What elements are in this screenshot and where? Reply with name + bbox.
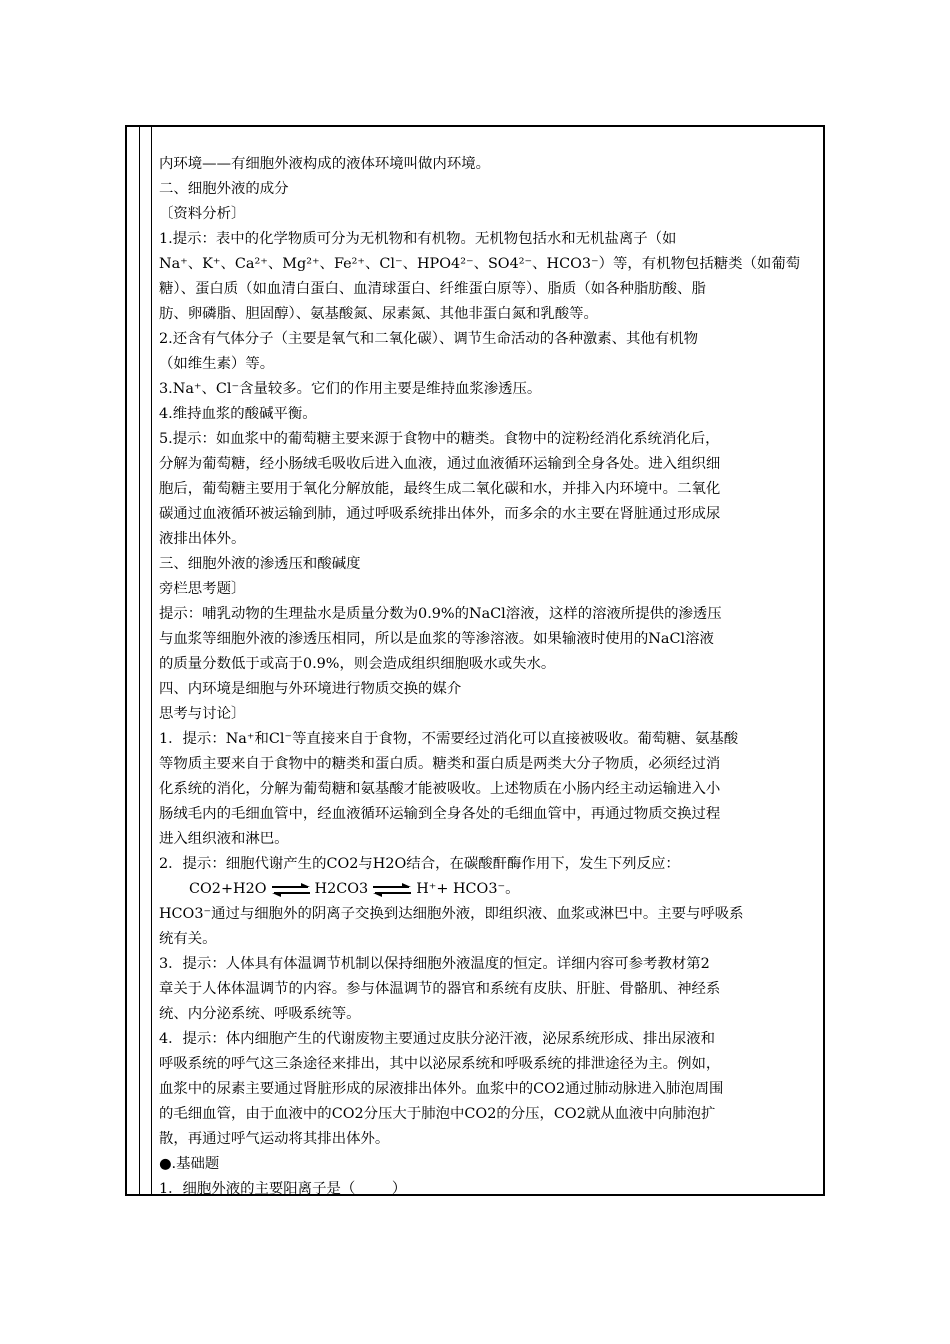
text-line: （如维生素）等。 <box>159 356 275 372</box>
text-line: 碳通过血液循环被运输到肺，通过呼吸系统排出体外，而多余的水主要在肾脏通过形成尿 <box>159 506 721 522</box>
text-line: HCO3⁻通过与细胞外的阴离子交换到达细胞外液，即组织液、血浆或淋巴中。主要与呼吸系 <box>159 906 744 922</box>
text-block <box>159 152 823 877</box>
text-line: 4.维持血浆的酸碱平衡。 <box>159 406 317 422</box>
text-line: 统、内分泌系统、呼吸系统等。 <box>159 1006 361 1022</box>
text-line: 3．提示：人体具有体温调节机制以保持细胞外液温度的恒定。详细内容可参考教材第2 <box>159 956 710 972</box>
text-line: ●.基础题 <box>159 1156 220 1172</box>
text-line: 胞后，葡萄糖主要用于氧化分解放能，最终生成二氧化碳和水，并排入内环境中。二氧化 <box>159 481 721 497</box>
text-line: 章关于人体体温调节的内容。参与体温调节的器官和系统有皮肤、肝脏、骨骼肌、神经系 <box>159 981 721 997</box>
text-line: 肠绒毛内的毛细血管中，经血液循环运输到全身各处的毛细血管中，再通过物质交换过程 <box>159 806 721 822</box>
text-line: 1.提示：表中的化学物质可分为无机物和有机物。无机物包括水和无机盐离子（如 <box>159 231 677 247</box>
text-line: 肪、卵磷脂、胆固醇）、氨基酸氮、尿素氮、其他非蛋白氮和乳酸等。 <box>159 306 598 322</box>
equation-intermediate: H2CO3 <box>314 881 369 897</box>
text-line: 提示：哺乳动物的生理盐水是质量分数为0.9%的NaCl溶液，这样的溶液所提供的渗透压 <box>159 606 722 622</box>
equation-products: H⁺+ HCO3⁻。 <box>416 881 520 897</box>
text-line: 2.还含有气体分子（主要是氧气和二氧化碳）、调节生命活动的各种激素、其他有机物 <box>159 331 698 347</box>
text-line: 4．提示：体内细胞产生的代谢废物主要通过皮肤分泌汗液，泌尿系统形成、排出尿液和 <box>159 1031 716 1047</box>
text-line: 5.提示：如血浆中的葡萄糖主要来源于食物中的糖类。食物中的淀粉经消化系统消化后， <box>159 431 720 447</box>
text-line: 血浆中的尿素主要通过肾脏形成的尿液排出体外。血浆中的CO2通过肺动脉进入肺泡周围 <box>159 1081 724 1097</box>
text-block <box>159 902 823 1202</box>
equation-reactants: CO2+H2O <box>189 881 267 897</box>
text-line: 化系统的消化，分解为葡萄糖和氨基酸才能被吸收。上述物质在小肠内经主动运输进入小 <box>159 781 721 797</box>
text-line: 四、内环境是细胞与外环境进行物质交换的媒介 <box>159 681 462 697</box>
text-line: 统有关。 <box>159 931 217 947</box>
text-line: 的毛细血管，由于血液中的CO2分压大于肺泡中CO2的分压，CO2就从血液中向肺泡扩 <box>159 1106 716 1122</box>
table-column-rule <box>151 127 152 1194</box>
text-line: 分解为葡萄糖，经小肠绒毛吸收后进入血液，通过血液循环运输到全身各处。进入组织细 <box>159 456 721 472</box>
reversible-arrow-icon <box>372 883 412 897</box>
text-line: 糖）、蛋白质（如血清白蛋白、血清球蛋白、纤维蛋白原等）、脂质（如各种脂肪酸、脂 <box>159 281 706 297</box>
text-line: 等物质主要来自于食物中的糖类和蛋白质。糖类和蛋白质是两类大分子物质，必须经过消 <box>159 756 721 772</box>
text-line: 二、细胞外液的成分 <box>159 181 289 197</box>
text-line: 〔资料分析〕 <box>159 206 246 222</box>
reversible-arrow-icon <box>271 883 311 897</box>
text-line: 散，再通过呼气运动将其排出体外。 <box>159 1131 390 1147</box>
text-line: 的质量分数低于或高于0.9%，则会造成组织细胞吸水或失水。 <box>159 656 556 672</box>
text-line: 1．细胞外液的主要阳离子是（ ） <box>159 1181 407 1197</box>
text-line: 液排出体外。 <box>159 531 246 547</box>
table-cell-content <box>159 152 823 1202</box>
text-line: 与血浆等细胞外液的渗透压相同，所以是血浆的等渗溶液。如果输液时使用的NaCl溶液 <box>159 631 714 647</box>
text-line: 旁栏思考题〕 <box>159 581 246 597</box>
text-line: 进入组织液和淋巴。 <box>159 831 289 847</box>
text-line: 1．提示：Na⁺和Cl⁻等直接来自于食物，不需要经过消化可以直接被吸收。葡萄糖、氨基酸 <box>159 731 739 747</box>
text-line: Na⁺、K⁺、Ca²⁺、Mg²⁺、Fe²⁺、Cl⁻、HPO4²⁻、SO4²⁻、HCO3⁻）等，有机物包括糖类（如葡萄 <box>159 256 801 272</box>
text-line: 呼吸系统的呼气这三条途径来排出，其中以泌尿系统和呼吸系统的排泄途径为主。例如， <box>159 1056 721 1072</box>
text-line: 内环境——有细胞外液构成的液体环境叫做内环境。 <box>159 156 490 172</box>
table-column-rule <box>139 127 140 1194</box>
text-line: 3.Na⁺、Cl⁻含量较多。它们的作用主要是维持血浆渗透压。 <box>159 381 542 397</box>
text-line: 2．提示：细胞代谢产生的CO2与H2O结合，在碳酸酐酶作用下，发生下列反应： <box>159 856 680 872</box>
text-line: 思考与讨论〕 <box>159 706 246 722</box>
chemical-equation <box>159 877 823 902</box>
document-table <box>125 125 825 1196</box>
text-line: 三、细胞外液的渗透压和酸碱度 <box>159 556 361 572</box>
